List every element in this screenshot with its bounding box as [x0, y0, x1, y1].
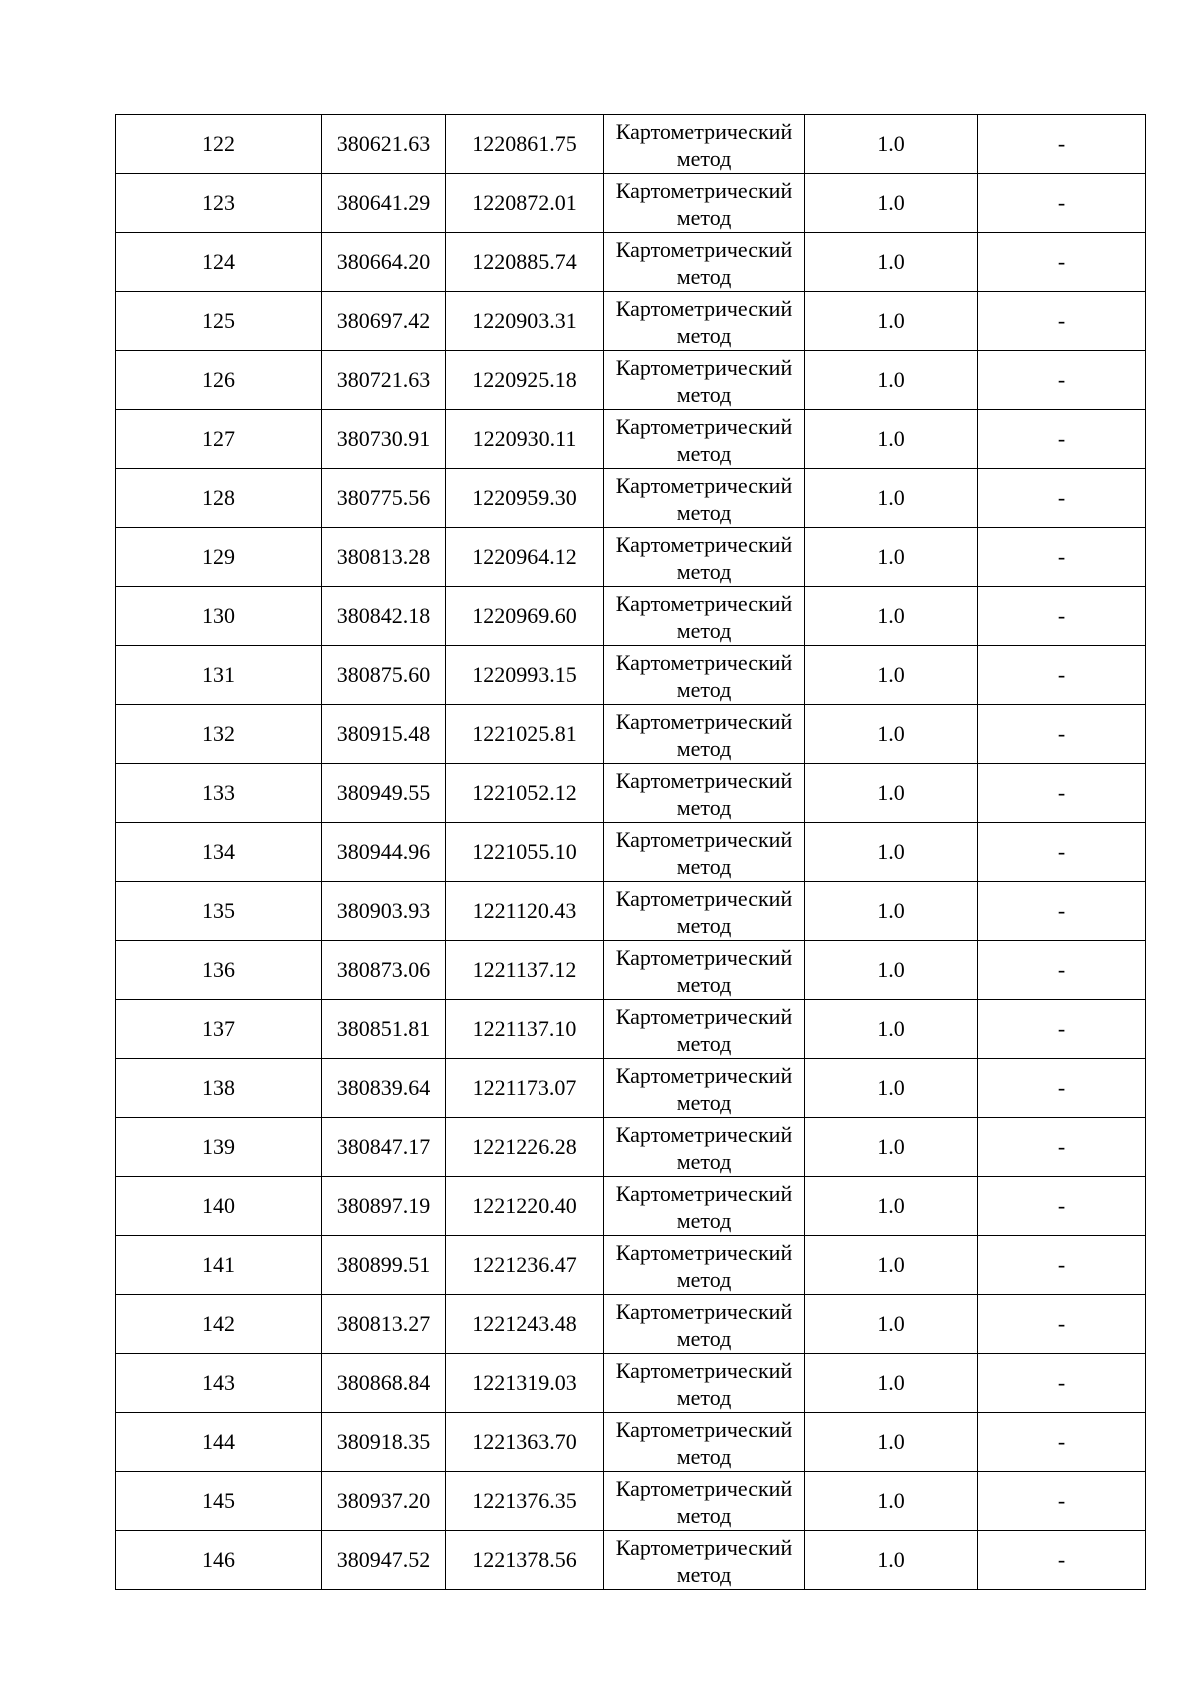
- point-number-cell: 134: [116, 823, 322, 882]
- method-cell: Картометрический метод: [604, 1059, 805, 1118]
- accuracy-cell: 1.0: [805, 1236, 978, 1295]
- accuracy-cell: 1.0: [805, 469, 978, 528]
- note-cell: -: [978, 469, 1146, 528]
- note-cell: -: [978, 1236, 1146, 1295]
- y-coordinate-cell: 1220959.30: [446, 469, 604, 528]
- note-cell: -: [978, 823, 1146, 882]
- x-coordinate-cell: 380775.56: [322, 469, 446, 528]
- y-coordinate-cell: 1221376.35: [446, 1472, 604, 1531]
- table-row: [116, 764, 1146, 823]
- method-cell: Картометрический метод: [604, 882, 805, 941]
- note-cell: -: [978, 1354, 1146, 1413]
- y-coordinate-cell: 1220903.31: [446, 292, 604, 351]
- x-coordinate-cell: 380847.17: [322, 1118, 446, 1177]
- y-coordinate-cell: 1221052.12: [446, 764, 604, 823]
- point-number-cell: 131: [116, 646, 322, 705]
- note-cell: -: [978, 351, 1146, 410]
- table-row: [116, 587, 1146, 646]
- accuracy-cell: 1.0: [805, 1354, 978, 1413]
- note-cell: -: [978, 941, 1146, 1000]
- y-coordinate-cell: 1221243.48: [446, 1295, 604, 1354]
- x-coordinate-cell: 380875.60: [322, 646, 446, 705]
- method-cell: Картометрический метод: [604, 764, 805, 823]
- x-coordinate-cell: 380918.35: [322, 1413, 446, 1472]
- y-coordinate-cell: 1221137.10: [446, 1000, 604, 1059]
- y-coordinate-cell: 1220930.11: [446, 410, 604, 469]
- note-cell: -: [978, 292, 1146, 351]
- accuracy-cell: 1.0: [805, 823, 978, 882]
- note-cell: -: [978, 410, 1146, 469]
- table-row: [116, 292, 1146, 351]
- note-cell: -: [978, 764, 1146, 823]
- accuracy-cell: 1.0: [805, 941, 978, 1000]
- y-coordinate-cell: 1221220.40: [446, 1177, 604, 1236]
- method-cell: Картометрический метод: [604, 528, 805, 587]
- y-coordinate-cell: 1221120.43: [446, 882, 604, 941]
- accuracy-cell: 1.0: [805, 351, 978, 410]
- note-cell: -: [978, 1059, 1146, 1118]
- note-cell: -: [978, 1413, 1146, 1472]
- method-cell: Картометрический метод: [604, 115, 805, 174]
- table-row: [116, 1177, 1146, 1236]
- x-coordinate-cell: 380944.96: [322, 823, 446, 882]
- method-cell: Картометрический метод: [604, 1177, 805, 1236]
- point-number-cell: 125: [116, 292, 322, 351]
- y-coordinate-cell: 1221173.07: [446, 1059, 604, 1118]
- method-cell: Картометрический метод: [604, 469, 805, 528]
- accuracy-cell: 1.0: [805, 587, 978, 646]
- y-coordinate-cell: 1221319.03: [446, 1354, 604, 1413]
- x-coordinate-cell: 380903.93: [322, 882, 446, 941]
- coordinates-table: [115, 114, 1146, 1590]
- point-number-cell: 130: [116, 587, 322, 646]
- x-coordinate-cell: 380664.20: [322, 233, 446, 292]
- point-number-cell: 133: [116, 764, 322, 823]
- method-cell: Картометрический метод: [604, 1531, 805, 1590]
- note-cell: -: [978, 174, 1146, 233]
- method-cell: Картометрический метод: [604, 1118, 805, 1177]
- table-row: [116, 1059, 1146, 1118]
- accuracy-cell: 1.0: [805, 1295, 978, 1354]
- y-coordinate-cell: 1221055.10: [446, 823, 604, 882]
- y-coordinate-cell: 1221363.70: [446, 1413, 604, 1472]
- note-cell: -: [978, 587, 1146, 646]
- method-cell: Картометрический метод: [604, 351, 805, 410]
- x-coordinate-cell: 380937.20: [322, 1472, 446, 1531]
- note-cell: -: [978, 646, 1146, 705]
- table-row: [116, 528, 1146, 587]
- x-coordinate-cell: 380947.52: [322, 1531, 446, 1590]
- accuracy-cell: 1.0: [805, 1472, 978, 1531]
- note-cell: -: [978, 115, 1146, 174]
- accuracy-cell: 1.0: [805, 705, 978, 764]
- x-coordinate-cell: 380641.29: [322, 174, 446, 233]
- y-coordinate-cell: 1221137.12: [446, 941, 604, 1000]
- accuracy-cell: 1.0: [805, 174, 978, 233]
- x-coordinate-cell: 380621.63: [322, 115, 446, 174]
- table-row: [116, 410, 1146, 469]
- y-coordinate-cell: 1220861.75: [446, 115, 604, 174]
- method-cell: Картометрический метод: [604, 941, 805, 1000]
- table-row: [116, 351, 1146, 410]
- note-cell: -: [978, 1531, 1146, 1590]
- note-cell: -: [978, 233, 1146, 292]
- y-coordinate-cell: 1221378.56: [446, 1531, 604, 1590]
- method-cell: Картометрический метод: [604, 1472, 805, 1531]
- method-cell: Картометрический метод: [604, 1000, 805, 1059]
- method-cell: Картометрический метод: [604, 587, 805, 646]
- accuracy-cell: 1.0: [805, 1059, 978, 1118]
- note-cell: -: [978, 1472, 1146, 1531]
- x-coordinate-cell: 380842.18: [322, 587, 446, 646]
- table-row: [116, 174, 1146, 233]
- table-row: [116, 882, 1146, 941]
- point-number-cell: 141: [116, 1236, 322, 1295]
- method-cell: Картометрический метод: [604, 646, 805, 705]
- accuracy-cell: 1.0: [805, 1000, 978, 1059]
- accuracy-cell: 1.0: [805, 528, 978, 587]
- note-cell: -: [978, 1177, 1146, 1236]
- table-row: [116, 1472, 1146, 1531]
- point-number-cell: 140: [116, 1177, 322, 1236]
- table-row: [116, 233, 1146, 292]
- x-coordinate-cell: 380813.28: [322, 528, 446, 587]
- point-number-cell: 138: [116, 1059, 322, 1118]
- table-row: [116, 646, 1146, 705]
- accuracy-cell: 1.0: [805, 115, 978, 174]
- method-cell: Картометрический метод: [604, 1413, 805, 1472]
- accuracy-cell: 1.0: [805, 233, 978, 292]
- accuracy-cell: 1.0: [805, 410, 978, 469]
- x-coordinate-cell: 380697.42: [322, 292, 446, 351]
- method-cell: Картометрический метод: [604, 410, 805, 469]
- y-coordinate-cell: 1220993.15: [446, 646, 604, 705]
- note-cell: -: [978, 1000, 1146, 1059]
- method-cell: Картометрический метод: [604, 233, 805, 292]
- point-number-cell: 132: [116, 705, 322, 764]
- note-cell: -: [978, 882, 1146, 941]
- point-number-cell: 146: [116, 1531, 322, 1590]
- y-coordinate-cell: 1220885.74: [446, 233, 604, 292]
- note-cell: -: [978, 528, 1146, 587]
- x-coordinate-cell: 380868.84: [322, 1354, 446, 1413]
- accuracy-cell: 1.0: [805, 1118, 978, 1177]
- method-cell: Картометрический метод: [604, 292, 805, 351]
- accuracy-cell: 1.0: [805, 1531, 978, 1590]
- table-row: [116, 1000, 1146, 1059]
- point-number-cell: 136: [116, 941, 322, 1000]
- table-row: [116, 1354, 1146, 1413]
- method-cell: Картометрический метод: [604, 1236, 805, 1295]
- y-coordinate-cell: 1220969.60: [446, 587, 604, 646]
- accuracy-cell: 1.0: [805, 764, 978, 823]
- point-number-cell: 144: [116, 1413, 322, 1472]
- method-cell: Картометрический метод: [604, 174, 805, 233]
- table-row: [116, 823, 1146, 882]
- y-coordinate-cell: 1220964.12: [446, 528, 604, 587]
- method-cell: Картометрический метод: [604, 1295, 805, 1354]
- point-number-cell: 127: [116, 410, 322, 469]
- table-row: [116, 941, 1146, 1000]
- x-coordinate-cell: 380839.64: [322, 1059, 446, 1118]
- note-cell: -: [978, 1118, 1146, 1177]
- x-coordinate-cell: 380899.51: [322, 1236, 446, 1295]
- accuracy-cell: 1.0: [805, 646, 978, 705]
- method-cell: Картометрический метод: [604, 823, 805, 882]
- point-number-cell: 126: [116, 351, 322, 410]
- method-cell: Картометрический метод: [604, 705, 805, 764]
- table-row: [116, 705, 1146, 764]
- point-number-cell: 124: [116, 233, 322, 292]
- y-coordinate-cell: 1221236.47: [446, 1236, 604, 1295]
- point-number-cell: 128: [116, 469, 322, 528]
- point-number-cell: 122: [116, 115, 322, 174]
- coordinates-table-body: [116, 115, 1146, 1590]
- x-coordinate-cell: 380897.19: [322, 1177, 446, 1236]
- accuracy-cell: 1.0: [805, 882, 978, 941]
- table-row: [116, 1295, 1146, 1354]
- point-number-cell: 145: [116, 1472, 322, 1531]
- x-coordinate-cell: 380949.55: [322, 764, 446, 823]
- point-number-cell: 123: [116, 174, 322, 233]
- y-coordinate-cell: 1220925.18: [446, 351, 604, 410]
- x-coordinate-cell: 380851.81: [322, 1000, 446, 1059]
- point-number-cell: 129: [116, 528, 322, 587]
- x-coordinate-cell: 380730.91: [322, 410, 446, 469]
- table-row: [116, 1531, 1146, 1590]
- note-cell: -: [978, 705, 1146, 764]
- table-row: [116, 1236, 1146, 1295]
- point-number-cell: 135: [116, 882, 322, 941]
- point-number-cell: 143: [116, 1354, 322, 1413]
- y-coordinate-cell: 1220872.01: [446, 174, 604, 233]
- point-number-cell: 139: [116, 1118, 322, 1177]
- y-coordinate-cell: 1221226.28: [446, 1118, 604, 1177]
- x-coordinate-cell: 380721.63: [322, 351, 446, 410]
- y-coordinate-cell: 1221025.81: [446, 705, 604, 764]
- x-coordinate-cell: 380813.27: [322, 1295, 446, 1354]
- table-row: [116, 1118, 1146, 1177]
- accuracy-cell: 1.0: [805, 292, 978, 351]
- note-cell: -: [978, 1295, 1146, 1354]
- table-row: [116, 469, 1146, 528]
- point-number-cell: 137: [116, 1000, 322, 1059]
- method-cell: Картометрический метод: [604, 1354, 805, 1413]
- x-coordinate-cell: 380915.48: [322, 705, 446, 764]
- table-row: [116, 1413, 1146, 1472]
- x-coordinate-cell: 380873.06: [322, 941, 446, 1000]
- accuracy-cell: 1.0: [805, 1413, 978, 1472]
- table-row: [116, 115, 1146, 174]
- accuracy-cell: 1.0: [805, 1177, 978, 1236]
- point-number-cell: 142: [116, 1295, 322, 1354]
